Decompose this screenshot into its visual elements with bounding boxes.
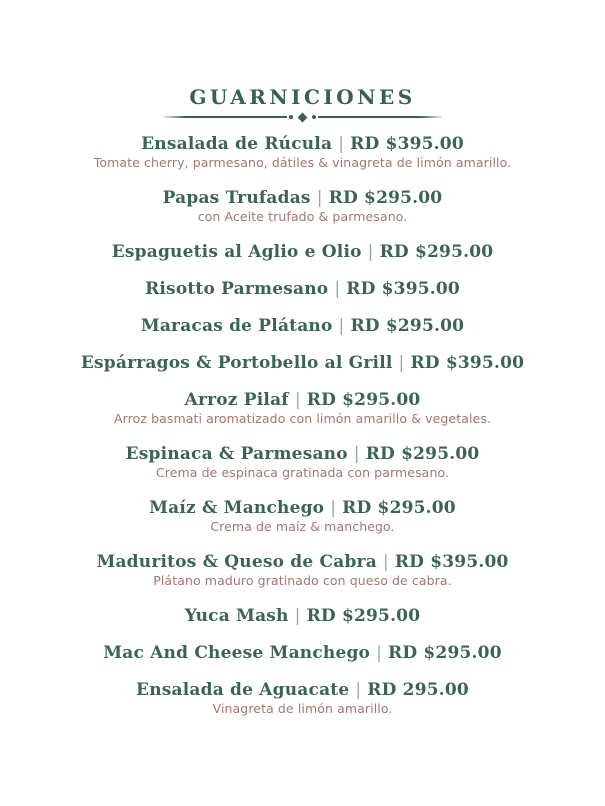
item-separator: | bbox=[376, 643, 383, 663]
menu-item bbox=[0, 552, 605, 589]
divider-diamond-icon bbox=[298, 112, 308, 122]
item-separator: | bbox=[316, 188, 323, 208]
item-separator: | bbox=[355, 680, 362, 700]
menu-item bbox=[0, 353, 605, 373]
item-separator: | bbox=[338, 316, 345, 336]
item-price: RD $295.00 bbox=[350, 316, 465, 336]
item-separator: | bbox=[367, 242, 374, 262]
item-name: Espaguetis al Aglio e Olio bbox=[111, 242, 362, 262]
item-title-line bbox=[0, 444, 605, 464]
item-price: RD $295.00 bbox=[328, 188, 443, 208]
divider-dot-right bbox=[312, 115, 316, 119]
item-separator: | bbox=[382, 552, 389, 572]
item-title-line bbox=[0, 353, 605, 373]
menu-item bbox=[0, 188, 605, 225]
item-price: RD $395.00 bbox=[410, 353, 525, 373]
item-price: RD $395.00 bbox=[346, 279, 460, 299]
item-name: Espinaca & Parmesano bbox=[125, 444, 348, 464]
item-separator: | bbox=[338, 134, 345, 154]
menu-header bbox=[0, 0, 605, 122]
item-description: Crema de espinaca gratinada con parmesano. bbox=[155, 465, 450, 480]
item-price: RD $295.00 bbox=[365, 444, 480, 464]
item-name: Arroz Pilaf bbox=[184, 390, 289, 410]
item-name: Maracas de Plátano bbox=[140, 316, 333, 336]
menu-item bbox=[0, 316, 605, 336]
divider-line-right bbox=[318, 116, 442, 118]
item-name: Maduritos & Queso de Cabra bbox=[96, 552, 377, 572]
menu-list bbox=[0, 134, 605, 717]
item-price: RD $395.00 bbox=[394, 552, 509, 572]
menu-item bbox=[0, 606, 605, 626]
item-separator: | bbox=[294, 390, 301, 410]
item-separator: | bbox=[294, 606, 301, 626]
item-separator: | bbox=[330, 498, 337, 518]
item-description: Plátano maduro gratinado con queso de cabra. bbox=[153, 573, 452, 588]
item-price: RD $395.00 bbox=[350, 134, 464, 154]
item-title-line bbox=[0, 680, 605, 700]
item-separator: | bbox=[334, 279, 341, 299]
item-price: RD $295.00 bbox=[306, 390, 421, 410]
item-title-line bbox=[0, 552, 605, 572]
item-name: Risotto Parmesano bbox=[145, 279, 329, 299]
menu-item bbox=[0, 498, 605, 535]
item-name: Ensalada de Aguacate bbox=[136, 680, 350, 700]
item-title-line bbox=[0, 498, 605, 518]
item-title-line bbox=[0, 279, 605, 299]
item-name: Mac And Cheese Manchego bbox=[103, 643, 371, 663]
item-price: RD $295.00 bbox=[379, 242, 494, 262]
item-description: Tomate cherry, parmesano, dátiles & vinagreta de limón amarillo. bbox=[93, 155, 512, 170]
item-title-line bbox=[0, 134, 605, 154]
item-name: Papas Trufadas bbox=[162, 188, 311, 208]
item-name: Yuca Mash bbox=[184, 606, 289, 626]
menu-item bbox=[0, 242, 605, 262]
item-title-line bbox=[0, 242, 605, 262]
menu-item bbox=[0, 680, 605, 717]
menu-item bbox=[0, 444, 605, 481]
item-title-line bbox=[0, 188, 605, 208]
item-description: Crema de maíz & manchego. bbox=[210, 519, 395, 534]
item-separator: | bbox=[353, 444, 360, 464]
item-name: Maíz & Manchego bbox=[149, 498, 325, 518]
item-price: RD 295.00 bbox=[367, 680, 469, 700]
item-title-line bbox=[0, 390, 605, 410]
item-description: Vinagreta de limón amarillo. bbox=[212, 701, 393, 716]
menu-item bbox=[0, 643, 605, 663]
title-divider bbox=[164, 112, 442, 122]
divider-dot-left bbox=[289, 115, 293, 119]
item-price: RD $295.00 bbox=[388, 643, 502, 663]
menu-item bbox=[0, 279, 605, 299]
menu-item bbox=[0, 390, 605, 427]
item-name: Ensalada de Rúcula bbox=[141, 134, 333, 154]
item-title-line bbox=[0, 643, 605, 663]
item-price: RD $295.00 bbox=[342, 498, 456, 518]
divider-line-left bbox=[164, 116, 288, 118]
section-title: GUARNICIONES bbox=[189, 85, 416, 109]
item-description: Arroz basmati aromatizado con limón amarillo & vegetales. bbox=[113, 411, 492, 426]
item-title-line bbox=[0, 606, 605, 626]
item-title-line bbox=[0, 316, 605, 336]
item-separator: | bbox=[398, 353, 405, 373]
item-name: Espárragos & Portobello al Grill bbox=[80, 353, 393, 373]
menu-item bbox=[0, 134, 605, 171]
item-description: con Aceite trufado & parmesano. bbox=[197, 209, 408, 224]
item-price: RD $295.00 bbox=[306, 606, 421, 626]
